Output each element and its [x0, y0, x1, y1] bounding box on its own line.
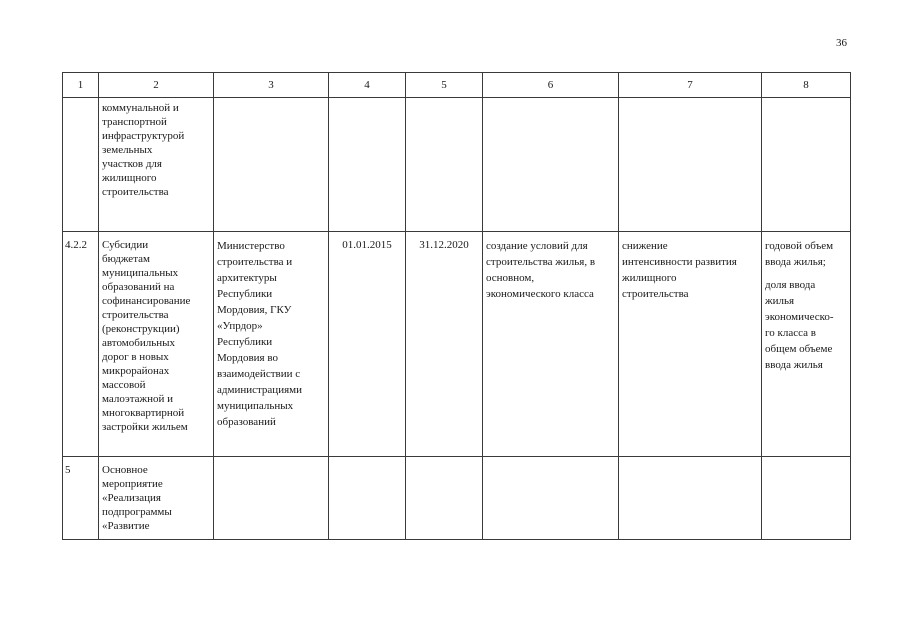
- activity-name: Субсидии бюджетам муниципальных образований на софинансирование строительства (реконструкции) автомобильных дорог в новых микрорайонах массовой малоэтажной и многоквартирной застройки жильем: [102, 239, 191, 433]
- indicator-text: доля ввода жилья экономическо- го класса в общем объеме ввода жилья: [765, 279, 834, 371]
- plan-table: [62, 72, 851, 540]
- row-number: 4.2.2: [65, 239, 87, 251]
- start-date-cell: [329, 232, 406, 457]
- consequences-cell: [619, 232, 762, 457]
- row-number: 5: [65, 464, 71, 476]
- start-date-cell: [329, 457, 406, 540]
- end-date-cell: [406, 98, 483, 232]
- consequences-cell: [619, 457, 762, 540]
- indicator-text: годовой объем ввода жилья;: [765, 240, 834, 268]
- row-number-cell: [63, 98, 99, 232]
- column-header-8: 8: [762, 73, 851, 98]
- start-date-cell: [329, 98, 406, 232]
- expected-result: создание условий для строительства жилья, в основном, экономического класса: [486, 240, 596, 300]
- row-number-cell: [63, 232, 99, 457]
- column-header-3: 3: [214, 73, 329, 98]
- column-header-6: 6: [483, 73, 619, 98]
- indicator-cell: [762, 457, 851, 540]
- activity-name: коммунальной и транспортной инфраструктурой земельных участков для жилищного строительства: [102, 102, 185, 198]
- activity-name: Основное мероприятие «Реализация подпрограммы «Развитие: [102, 464, 172, 532]
- consequences-cell: [619, 98, 762, 232]
- column-header-2: 2: [99, 73, 214, 98]
- column-header-1: 1: [63, 73, 99, 98]
- responsible-cell: [214, 457, 329, 540]
- table-row: [63, 98, 851, 232]
- column-header-5: 5: [406, 73, 483, 98]
- row-number-cell: [63, 457, 99, 540]
- indicator-cell: [762, 232, 851, 457]
- column-header-4: 4: [329, 73, 406, 98]
- responsible-cell: [214, 98, 329, 232]
- column-header-7: 7: [619, 73, 762, 98]
- end-date-cell: [406, 232, 483, 457]
- expected-result-cell: [483, 98, 619, 232]
- activity-name-cell: [99, 232, 214, 457]
- table-row: [63, 457, 851, 540]
- activity-name-cell: [99, 457, 214, 540]
- activity-name-cell: [99, 98, 214, 232]
- start-date: 01.01.2015: [342, 239, 392, 251]
- header-row: [63, 73, 851, 98]
- expected-result-cell: [483, 457, 619, 540]
- responsible-executor: Министерство строительства и архитектуры Республики Мордовия, ГКУ «Упрдор» Республики Мордовия во взаимодействии с администрациями муниципальных образований: [217, 240, 302, 428]
- responsible-cell: [214, 232, 329, 457]
- expected-result-cell: [483, 232, 619, 457]
- end-date-cell: [406, 457, 483, 540]
- indicator-cell: [762, 98, 851, 232]
- page-number: 36: [836, 37, 847, 49]
- consequences: снижение интенсивности развития жилищного строительства: [622, 240, 737, 300]
- table-row: [63, 232, 851, 457]
- end-date: 31.12.2020: [419, 239, 469, 251]
